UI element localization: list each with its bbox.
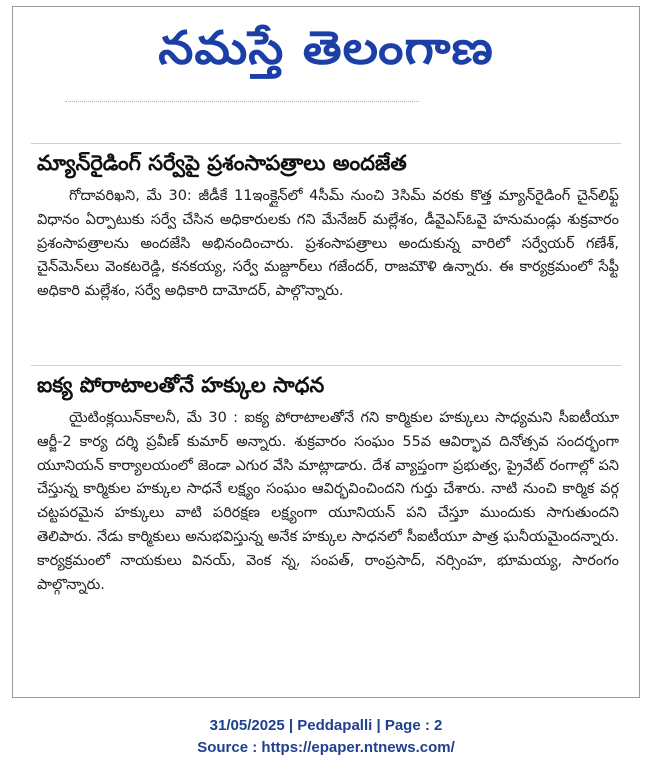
cropped-text-strip xyxy=(65,101,419,107)
article-body xyxy=(37,407,619,669)
article-headline: ఐక్య పోరాటాలతోనే హక్కుల సాధన xyxy=(37,373,325,397)
epaper-clipping xyxy=(12,6,640,698)
newspaper-logo: నమస్తే తెలంగాణ xyxy=(158,21,494,75)
masthead xyxy=(13,11,639,89)
article-paragraph: యైటింక్లయిన్‌కాలనీ, మే 30 : ఐక్య పోరాటాలతోనే గని కార్మికుల హక్కులు సాధ్యమని సీఐటీయూ ఆర్జీ-2 కార్య దర్శి ప్రవీణ్ కుమార్ అన్నారు. శుక్రవారం సంఘం 55వ ఆవిర్భావ దినోత్సవ సందర్భంగా యూనియన్ కార్యాలయంలో జెండా ఎగుర వేసి మాట్లాడారు. దేశ వ్యాప్తంగా ప్రభుత్వ, ప్రైవేట్ రంగాల్లో పని చేస్తున్న కార్మికుల హక్కుల సాధనే లక్ష్యం సంఘం ఆవిర్భవించిందని గుర్తు చేశారు. నాటి నుంచి కార్మిక వర్గ చట్టపరమైన హక్కులు వాటి పరిరక్షణ లక్ష్యంగా యూనియన్ పని చేస్తూ ముందుకు సాగుతుందని తెలిపారు. నేడు కార్మికులు అనుభవిస్తున్న అనేక హక్కుల సాధనలో సీఐటీయూ పాత్ర ఘనీయమైందన్నారు. కార్యక్రమంలో నాయకులు వినయ్, వెంక న్న, సంపత్, రాంప్రసాద్, నర్సింహ, భూమయ్య, సారంగం పాల్గొన్నారు. xyxy=(37,410,620,593)
divider xyxy=(31,365,621,366)
footer-date-page: 31/05/2025 | Peddapalli | Page : 2 xyxy=(209,717,443,734)
article-headline: మ్యాన్‌రైడింగ్ సర్వేపై ప్రశంసాపత్రాలు అందజేత xyxy=(37,151,407,175)
article-paragraph: గోదావరిఖని, మే 30: జీడీకే 11ఇంక్లైన్‌లో 4సీమ్ నుంచి 3సిమ్ వరకు కొత్త మ్యాన్‌రైడింగ్ చైన్‌లిఫ్ట్ విధానం ఏర్పాటుకు సర్వే చేసిన అధికారులకు గని మేనేజర్ మల్లేశం, డీవైఎస్ఓవై హనుమండ్లు శుక్రవారం ప్రశంసాపత్రాలను అందజేసి అభినందించారు. ప్రశంసాపత్రాలు అందుకున్న వారిలో సర్వేయర్ గణేశ్, చైన్‌మెన్‌లు వెంకటరెడ్డి, కనకయ్య, సర్వే మజ్దూర్‌లు గజేందర్, రాజమౌళి ఉన్నారు. ఈ కార్యక్రమంలో సేఫ్టీ అధికారి మల్లేశం, సర్వే అధికారి దామోదర్, పాల్గొన్నారు. xyxy=(37,188,619,300)
footer-source: Source : https://epaper.ntnews.com/ xyxy=(197,739,455,756)
article-body xyxy=(37,185,619,355)
divider xyxy=(31,143,621,144)
